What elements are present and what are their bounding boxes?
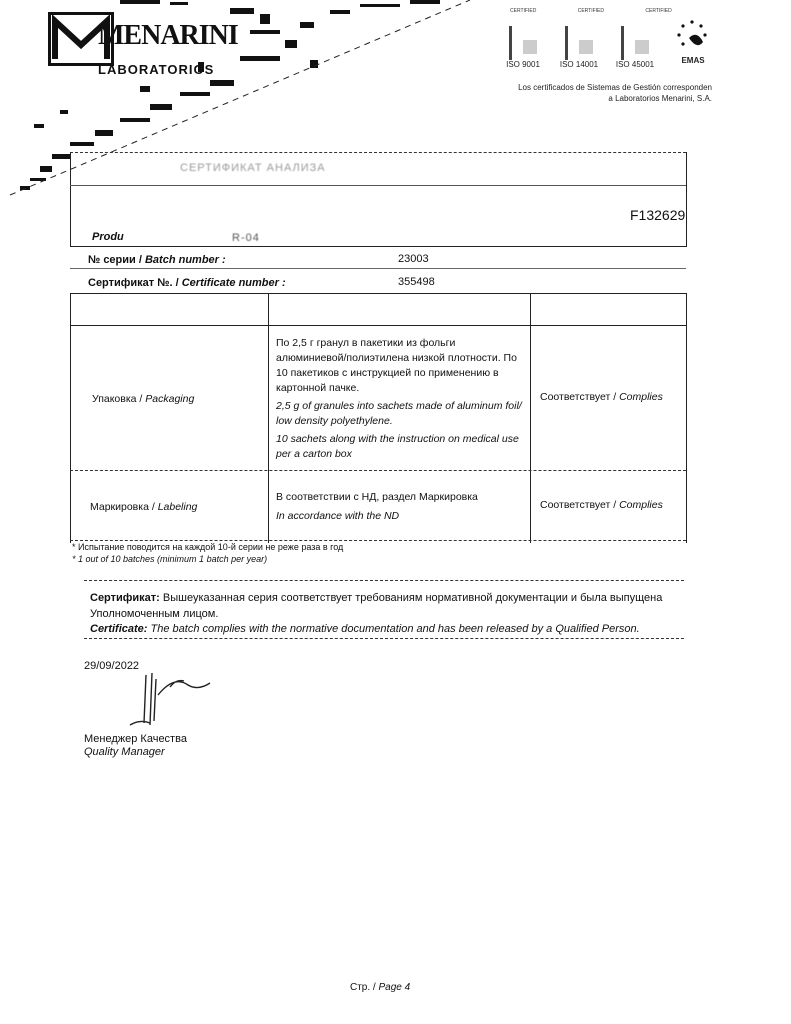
- divider: [84, 638, 684, 639]
- statement-ru: Сертификат: Вышеуказанная серия соответствует требованиям нормативной документации и была выпущена Уполномоченным лицом.: [90, 592, 663, 620]
- emas-icon: [675, 18, 709, 58]
- spec-packaging-en-2: 10 sachets along with the instruction on medical use per a carton box: [276, 433, 519, 460]
- spec-labeling-ru: В соответствии с НД, раздел Маркировка: [276, 491, 478, 503]
- cert-label: ISO 14001: [559, 60, 599, 69]
- cert-badge-text: CERTIFIED CERTIFIED CERTIFIED: [510, 8, 672, 14]
- divider: [70, 325, 686, 326]
- certificate-number-value: 355498: [398, 276, 435, 288]
- signature-date: 29/09/2022: [84, 660, 140, 672]
- batch-number-label: № серии / Batch number :: [88, 254, 226, 266]
- divider: [84, 580, 684, 581]
- result-packaging: Соответствует / Complies: [540, 391, 663, 403]
- spec-packaging-ru: По 2,5 г гранул в пакетики из фольги алюминиевой/полиэтилена низкой плотности. По 10 пакетиков с инструкцией по применению в картонной пачке.: [276, 337, 517, 394]
- company-logo-name: MENARINI: [98, 20, 238, 51]
- statement-en: Certificate: The batch complies with the normative documentation and has been released by a Qualified Person.: [90, 623, 640, 635]
- divider: [70, 246, 686, 247]
- batch-number-value: 23003: [398, 253, 429, 265]
- signatory-role-ru: Менеджер Качества: [84, 733, 187, 745]
- certification-badges: [505, 22, 705, 72]
- divider: [686, 293, 687, 543]
- result-labeling: Соответствует / Complies: [540, 499, 663, 511]
- cert-label: ISO 9001: [506, 60, 540, 69]
- spec-packaging-en: 2,5 g of granules into sachets made of aluminum foil/ low density polyethylene.: [276, 400, 522, 427]
- test-name-labeling: Маркировка / Labeling: [90, 501, 198, 513]
- cert-note: Los certificados de Sistemas de Gestión corresponden a Laboratorios Menarini, S.A.: [518, 83, 712, 103]
- divider: [70, 540, 686, 541]
- divider: [70, 185, 686, 186]
- spec-labeling-en: In accordance with the ND: [276, 510, 400, 522]
- divider: [70, 152, 71, 247]
- divider: [70, 152, 686, 153]
- cert-label: ISO 45001: [615, 60, 655, 69]
- divider: [70, 268, 686, 269]
- blurred-title: СЕРТИФИКАТ АНАЛИЗА: [180, 162, 326, 174]
- footnote-ru: * Испытание поводится на каждой 10-й серии не реже раза в год: [72, 542, 344, 552]
- footnote-en: * 1 out of 10 batches (minimum 1 batch per year): [72, 554, 268, 564]
- page-number: Стр. / Page 4: [350, 982, 411, 993]
- document-code: F132629: [630, 207, 686, 223]
- cert-label: EMAS: [681, 56, 705, 65]
- company-logo-sub: LABORATORIOS: [98, 62, 215, 77]
- divider: [268, 293, 269, 543]
- divider: [70, 470, 686, 471]
- certificate-number-label: Сертификат №. / Certificate number :: [88, 277, 286, 289]
- divider: [686, 152, 687, 247]
- test-name-packaging: Упаковка / Packaging: [92, 393, 195, 405]
- product-value: R-04: [232, 232, 260, 244]
- divider: [70, 293, 686, 294]
- signature-image: [110, 665, 230, 735]
- product-label: Produ: [92, 231, 124, 243]
- signatory-role-en: Quality Manager: [84, 746, 165, 758]
- divider: [70, 293, 71, 543]
- divider: [530, 293, 531, 543]
